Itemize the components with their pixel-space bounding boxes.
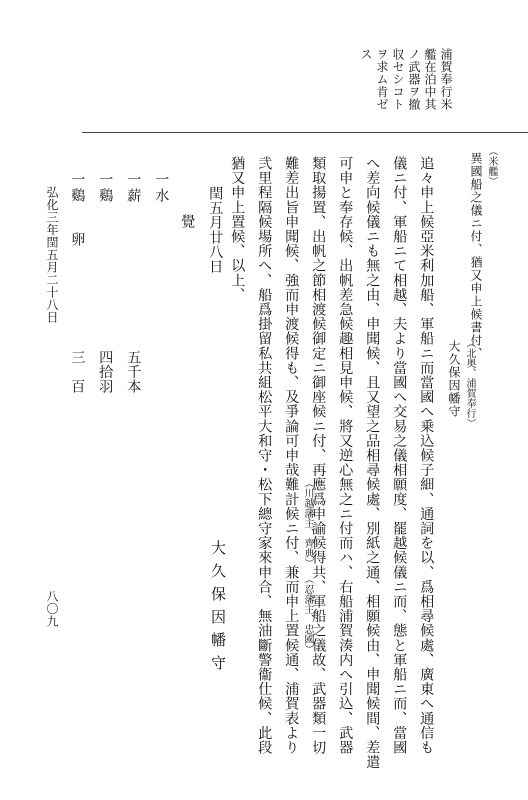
header-label-small: （米艦） (486, 146, 497, 186)
margin-note-line: ヲ求ム肯ゼ (375, 48, 389, 111)
body-line: 弐里程隔候場所へ、船爲掛留私共組松平大和守・松下總守家來申合、無油斷警衞仕候、此段 (256, 156, 273, 755)
interlinear-note: （川越藩主、齊典） (302, 478, 313, 568)
body-line: 儀ニ付、軍船ニて相越、夫より當國へ交易之儀相願度、罷越候儀ニ而、態と軍船ニ而、當國 (391, 156, 408, 755)
header-title: 異國船之儀ニ付、猶又申上候書付、 (469, 152, 483, 360)
list-heading: 覺 (179, 214, 196, 229)
body-line: 類取揚置、出帆之節相渡候御定ニ御座候ニ付、再應爲申諭候得共、軍船之儀故、武器類一切 (310, 156, 327, 755)
list-item-qty: 四拾羽 (97, 350, 114, 394)
horizontal-rule (82, 132, 528, 133)
footer-date: 弘化三年閏五月二十八日 (45, 186, 59, 324)
list-item-mark: 一 (153, 172, 170, 187)
body-line: へ差向候儀ニも無之由、申聞候、且又望之品相尋候處、別紙之通、相願候由、申聞候間、差遣 (364, 156, 381, 770)
body-line: 追々申上候亞米利加船、軍船ニ而當國へ乗込候子細、通詞を以、爲相尋候處、廣東へ通信も (418, 156, 435, 755)
body-line: 猶又申上置候、以上、 (229, 156, 246, 302)
list-item-qty: 五千本 (125, 350, 142, 394)
list-item-qty: 三 百 (69, 350, 86, 394)
margin-note-line: ノ武器ヲ撤 (407, 48, 421, 111)
list-item-mark: 一 (125, 172, 142, 187)
list-item-mark: 一 (69, 172, 86, 187)
body-line: 可申と奉存候、出帆差急候趣相見申候、將又逆心無之ニ付而ハ、右船浦賀湊内へ引込、武器 (337, 156, 354, 755)
date-line: 閏五月廿八日 (207, 186, 224, 274)
list-item-name: 鷄 (97, 188, 114, 203)
header-note-small: （北奥、浦賀奉行） (464, 338, 475, 428)
list-item-name: 鷄 卵 (69, 188, 86, 247)
header-author: 大久保因幡守 (447, 340, 461, 418)
margin-note-line: 艦在泊中其 (423, 48, 437, 111)
list-item-mark: 一 (97, 172, 114, 187)
list-item-name: 水 (153, 188, 170, 203)
signature: 大久保因幡守 (209, 540, 227, 678)
margin-note-line: 浦賀奉行米 (439, 48, 453, 111)
body-line: 難差出旨申聞候、強而申渡候得も、及爭論可申哉難計候ニ付、兼而申上置候通、浦賀表より (283, 156, 300, 755)
interlinear-note: （忍藩主、忠國） (302, 574, 313, 654)
list-item-name: 薪 (125, 188, 142, 203)
page-number: 八〇九 (45, 590, 59, 628)
margin-note-line: 収セシコト (391, 48, 405, 111)
margin-note-line: ス (359, 48, 373, 61)
